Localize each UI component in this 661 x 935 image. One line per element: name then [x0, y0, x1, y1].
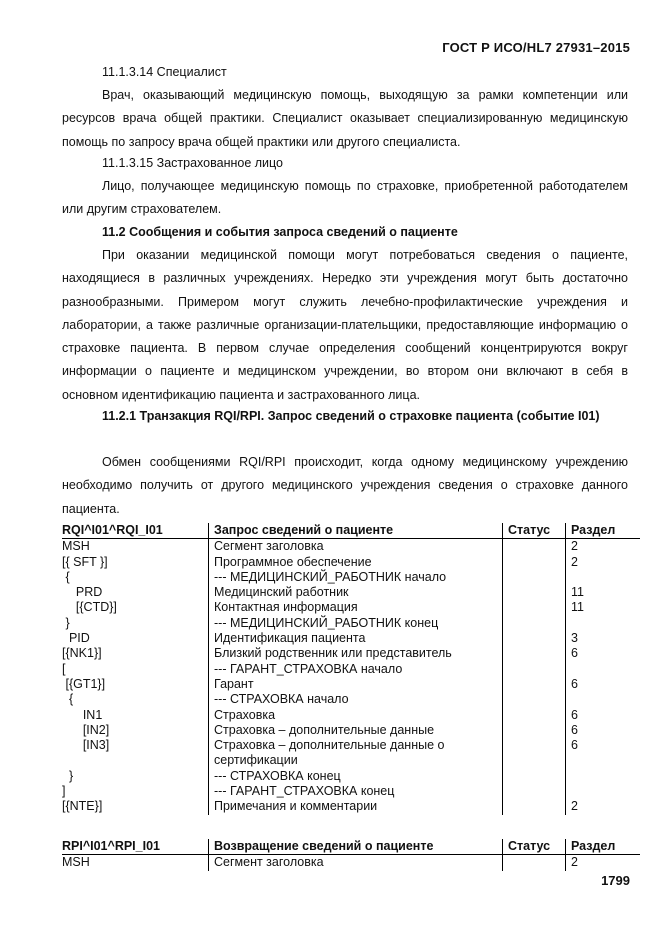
- section-cell: 11: [571, 600, 584, 615]
- description-cell: Запрос сведений о пациенте: [214, 523, 394, 537]
- table-row: [62, 539, 640, 554]
- message-structure-table-rpi: [62, 839, 640, 871]
- description-cell: Сегмент заголовка: [214, 539, 324, 554]
- table-row: [62, 769, 640, 784]
- description-cell: Страховка – дополнительные данные: [214, 722, 435, 737]
- section-cell: 3: [571, 631, 578, 646]
- table-row: [62, 646, 640, 661]
- table-column-divider: [565, 839, 566, 871]
- table-row: [62, 723, 640, 738]
- table-row: [62, 799, 640, 814]
- description-cell: Примечания и комментарии: [214, 799, 378, 814]
- description-cell: --- СТРАХОВКА начало: [214, 692, 349, 707]
- description-cell: --- ГАРАНТ_СТРАХОВКА начало: [214, 661, 403, 676]
- table-row: [62, 631, 640, 646]
- section-heading-insured: 11.1.3.15 Застрахованное лицо: [102, 156, 283, 170]
- description-cell: Страховка: [214, 707, 276, 722]
- description-cell: Сегмент заголовка: [214, 855, 324, 870]
- table-header-row: [62, 839, 640, 855]
- section-cell: 6: [571, 722, 578, 737]
- description-cell: Страховка – дополнительные данные о сертификации: [214, 738, 445, 768]
- section-heading-11-2-1: 11.2.1 Транзакция RQI/RPI. Запрос сведений о страховке пациента (событие I01): [102, 409, 600, 423]
- table-row: [62, 600, 640, 615]
- section-cell: Раздел: [571, 523, 616, 537]
- section-cell: Раздел: [571, 839, 616, 853]
- table-row: [62, 677, 640, 692]
- table-column-divider: [208, 839, 209, 871]
- paragraph-insured: Лицо, получающее медицинскую помощь по страховке, приобретенной работодателем или другим страхователем.: [62, 179, 628, 217]
- section-heading-11-2: 11.2 Сообщения и события запроса сведений о пациенте: [102, 225, 458, 239]
- description-cell: Медицинский работник: [214, 585, 349, 600]
- section-cell: 2: [571, 539, 578, 554]
- section-cell: 2: [571, 799, 578, 814]
- paragraph-11-2: При оказании медицинской помощи могут потребоваться сведения о пациенте, находящиеся в различных учреждениях. Нередко эти учреждения могут быть достаточно разнообразными. Примером могут служить лечебно-профилактические учреждения и лаборатории, а также различные организации-плательщики, предоставляющие информацию о страховке пациента. В первом случае определения сообщений концентрируются вокруг информации о пациенте и медицинском учреждении, во втором они включают в себя в основном идентификацию пациента и застрахованного лица.: [62, 248, 628, 402]
- table-column-divider: [565, 523, 566, 815]
- table-row: [62, 855, 640, 870]
- segment-cell: [{CTD}]: [62, 600, 117, 615]
- segment-cell: }: [62, 768, 74, 783]
- segment-cell: [: [62, 661, 66, 676]
- table-row: [62, 555, 640, 570]
- segment-cell: [{NK1}]: [62, 646, 102, 661]
- table-row: [62, 570, 640, 585]
- description-cell: Гарант: [214, 676, 254, 691]
- description-cell: --- МЕДИЦИНСКИЙ_РАБОТНИК начало: [214, 569, 447, 584]
- table-column-divider: [502, 523, 503, 815]
- segment-cell: {: [62, 692, 74, 707]
- status-cell: Статус: [508, 839, 551, 853]
- description-cell: Контактная информация: [214, 600, 358, 615]
- segment-cell: [{ SFT }]: [62, 554, 108, 569]
- segment-cell: RQI^I01^RQI_I01: [62, 523, 163, 537]
- message-structure-table-rqi: [62, 523, 640, 815]
- segment-cell: MSH: [62, 539, 90, 554]
- table-column-divider: [502, 839, 503, 871]
- segment-cell: [IN2]: [62, 722, 110, 737]
- table-row: [62, 585, 640, 600]
- section-cell: 6: [571, 646, 578, 661]
- table-row: [62, 738, 640, 769]
- paragraph-specialist: Врач, оказывающий медицинскую помощь, выходящую за рамки компетенции или ресурсов врача общей практики. Специалист оказывает специализированную медицинскую помощь по запросу врача общей практики или другого специалиста.: [62, 88, 628, 149]
- segment-cell: {: [62, 569, 70, 584]
- segment-cell: IN1: [62, 707, 103, 722]
- description-cell: Возвращение сведений о пациенте: [214, 839, 434, 853]
- segment-cell: ]: [62, 784, 66, 799]
- table-column-divider: [208, 523, 209, 815]
- table-row: [62, 616, 640, 631]
- segment-cell: RPI^I01^RPI_I01: [62, 839, 160, 853]
- segment-cell: PID: [62, 631, 90, 646]
- description-cell: --- МЕДИЦИНСКИЙ_РАБОТНИК конец: [214, 615, 439, 630]
- segment-cell: PRD: [62, 585, 103, 600]
- description-cell: Программное обеспечение: [214, 554, 372, 569]
- segment-cell: }: [62, 615, 70, 630]
- table-row: [62, 708, 640, 723]
- segment-cell: [{GT1}]: [62, 676, 106, 691]
- section-heading-specialist: 11.1.3.14 Специалист: [102, 65, 227, 79]
- description-cell: Близкий родственник или представитель: [214, 646, 452, 661]
- section-cell: 6: [571, 707, 578, 722]
- table-row: [62, 692, 640, 707]
- segment-cell: [{NTE}]: [62, 799, 103, 814]
- table-row: [62, 662, 640, 677]
- segment-cell: [IN3]: [62, 738, 110, 753]
- section-cell: 11: [571, 585, 584, 600]
- table-header-row: [62, 523, 640, 539]
- section-cell: 2: [571, 855, 578, 870]
- table-row: [62, 784, 640, 799]
- description-cell: --- ГАРАНТ_СТРАХОВКА конец: [214, 784, 395, 799]
- section-cell: 6: [571, 738, 578, 753]
- document-header: ГОСТ Р ИСО/HL7 27931–2015: [442, 40, 630, 55]
- section-cell: 6: [571, 676, 578, 691]
- paragraph-11-2-1: Обмен сообщениями RQI/RPI происходит, когда одному медицинскому учреждению необходимо получить от другого медицинского учреждения сведения о страховке данного пациента.: [62, 455, 628, 516]
- description-cell: --- СТРАХОВКА конец: [214, 768, 341, 783]
- page-number: 1799: [601, 873, 630, 888]
- section-cell: 2: [571, 554, 578, 569]
- segment-cell: MSH: [62, 855, 90, 870]
- description-cell: Идентификация пациента: [214, 631, 366, 646]
- status-cell: Статус: [508, 523, 551, 537]
